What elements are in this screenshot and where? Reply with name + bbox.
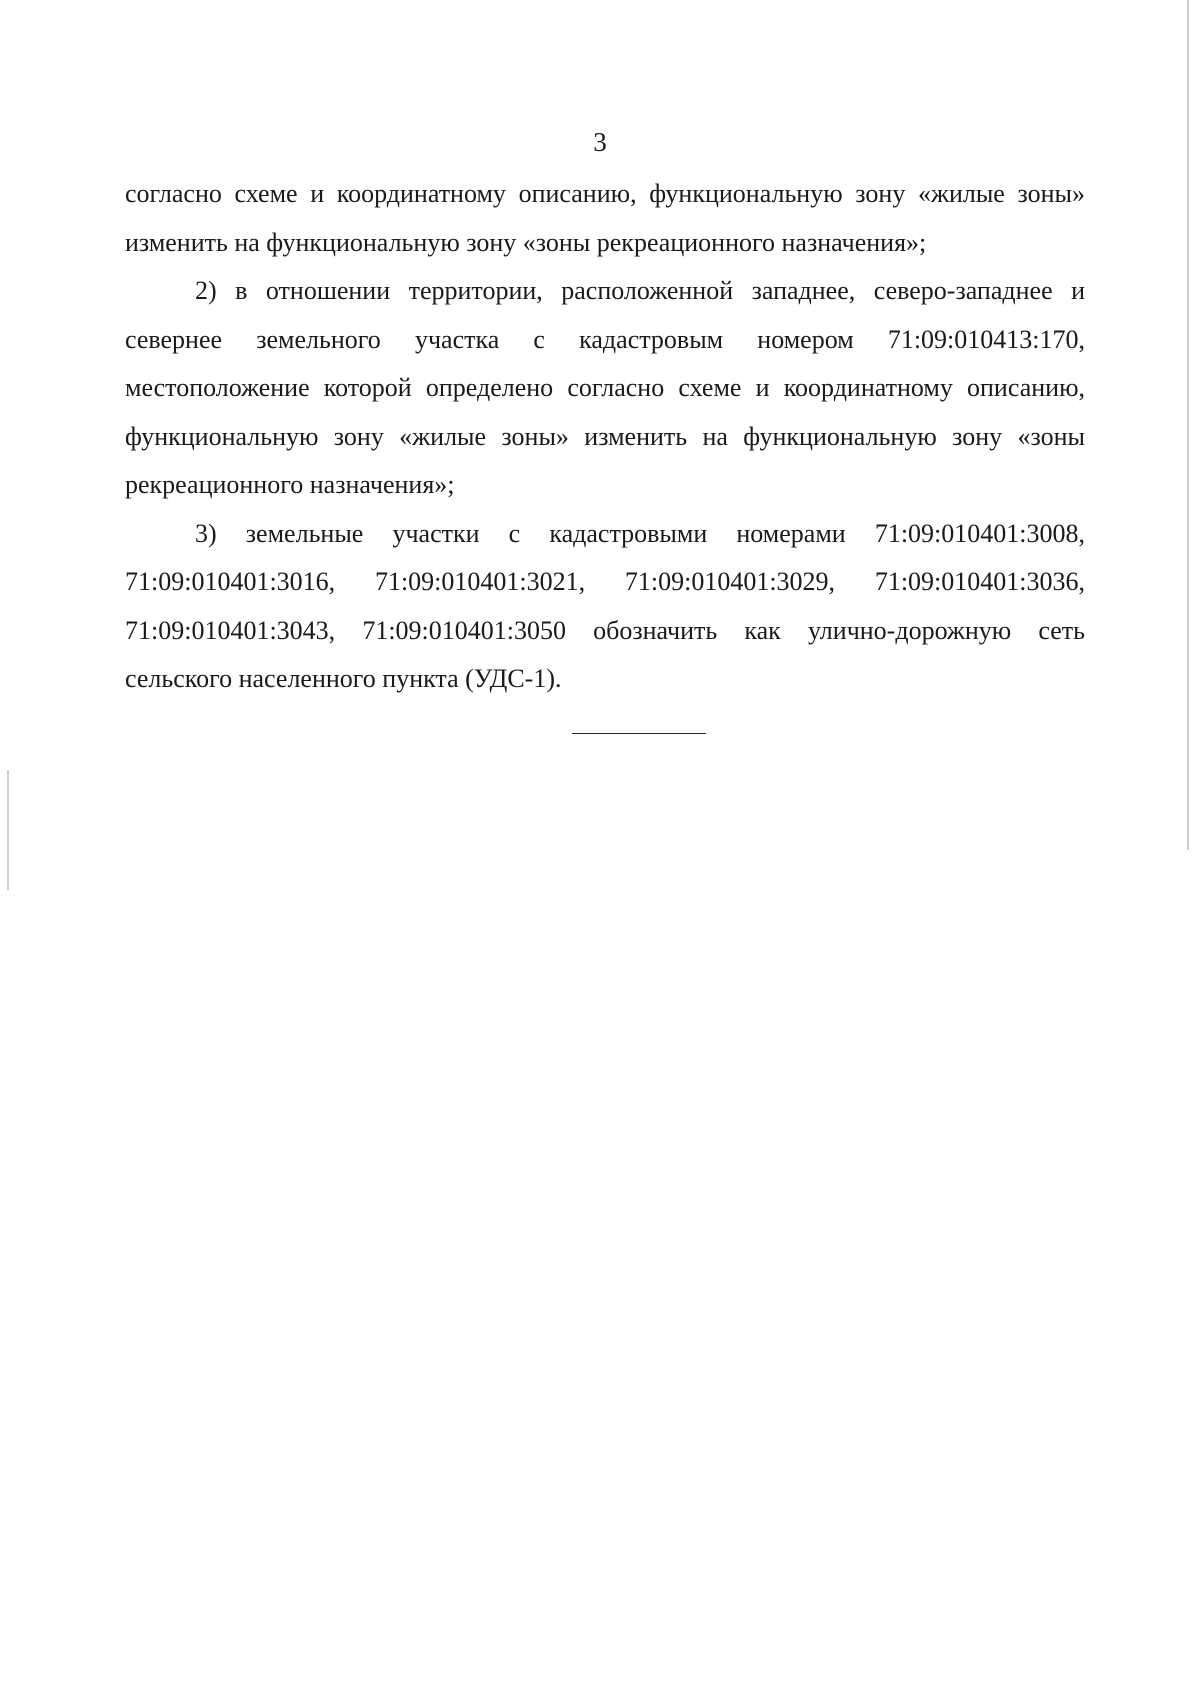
scan-edge-mark-right <box>1187 0 1189 850</box>
paragraph-continuation: согласно схеме и координатному описанию, функциональную зону «жилые зоны» изменить на функциональную зону «зоны рекреационного назначения»; <box>125 179 1085 257</box>
document-body <box>125 170 1085 704</box>
end-of-text-rule <box>572 733 706 734</box>
paragraph-item-3: 3) земельные участки с кадастровыми номерами 71:09:010401:3008, 71:09:010401:3016, 71:09:010401:3021, 71:09:010401:3029, 71:09:010401:3036, 71:09:010401:3043, 71:09:010401:3050 обозначить как улично-дорожную сеть сельского населенного пункта (УДС-1). <box>125 518 1085 693</box>
scan-edge-mark-left <box>7 770 9 890</box>
page-number: 3 <box>593 127 607 157</box>
paragraph-item-2: 2) в отношении территории, расположенной западнее, северо-западнее и севернее земельного участка с кадастровым номером 71:09:010413:170, местоположение которой определено согласно схеме и координатному описанию, функциональную зону «жилые зоны» изменить на функциональную зону «зоны рекреационного назначения»; <box>125 276 1085 499</box>
